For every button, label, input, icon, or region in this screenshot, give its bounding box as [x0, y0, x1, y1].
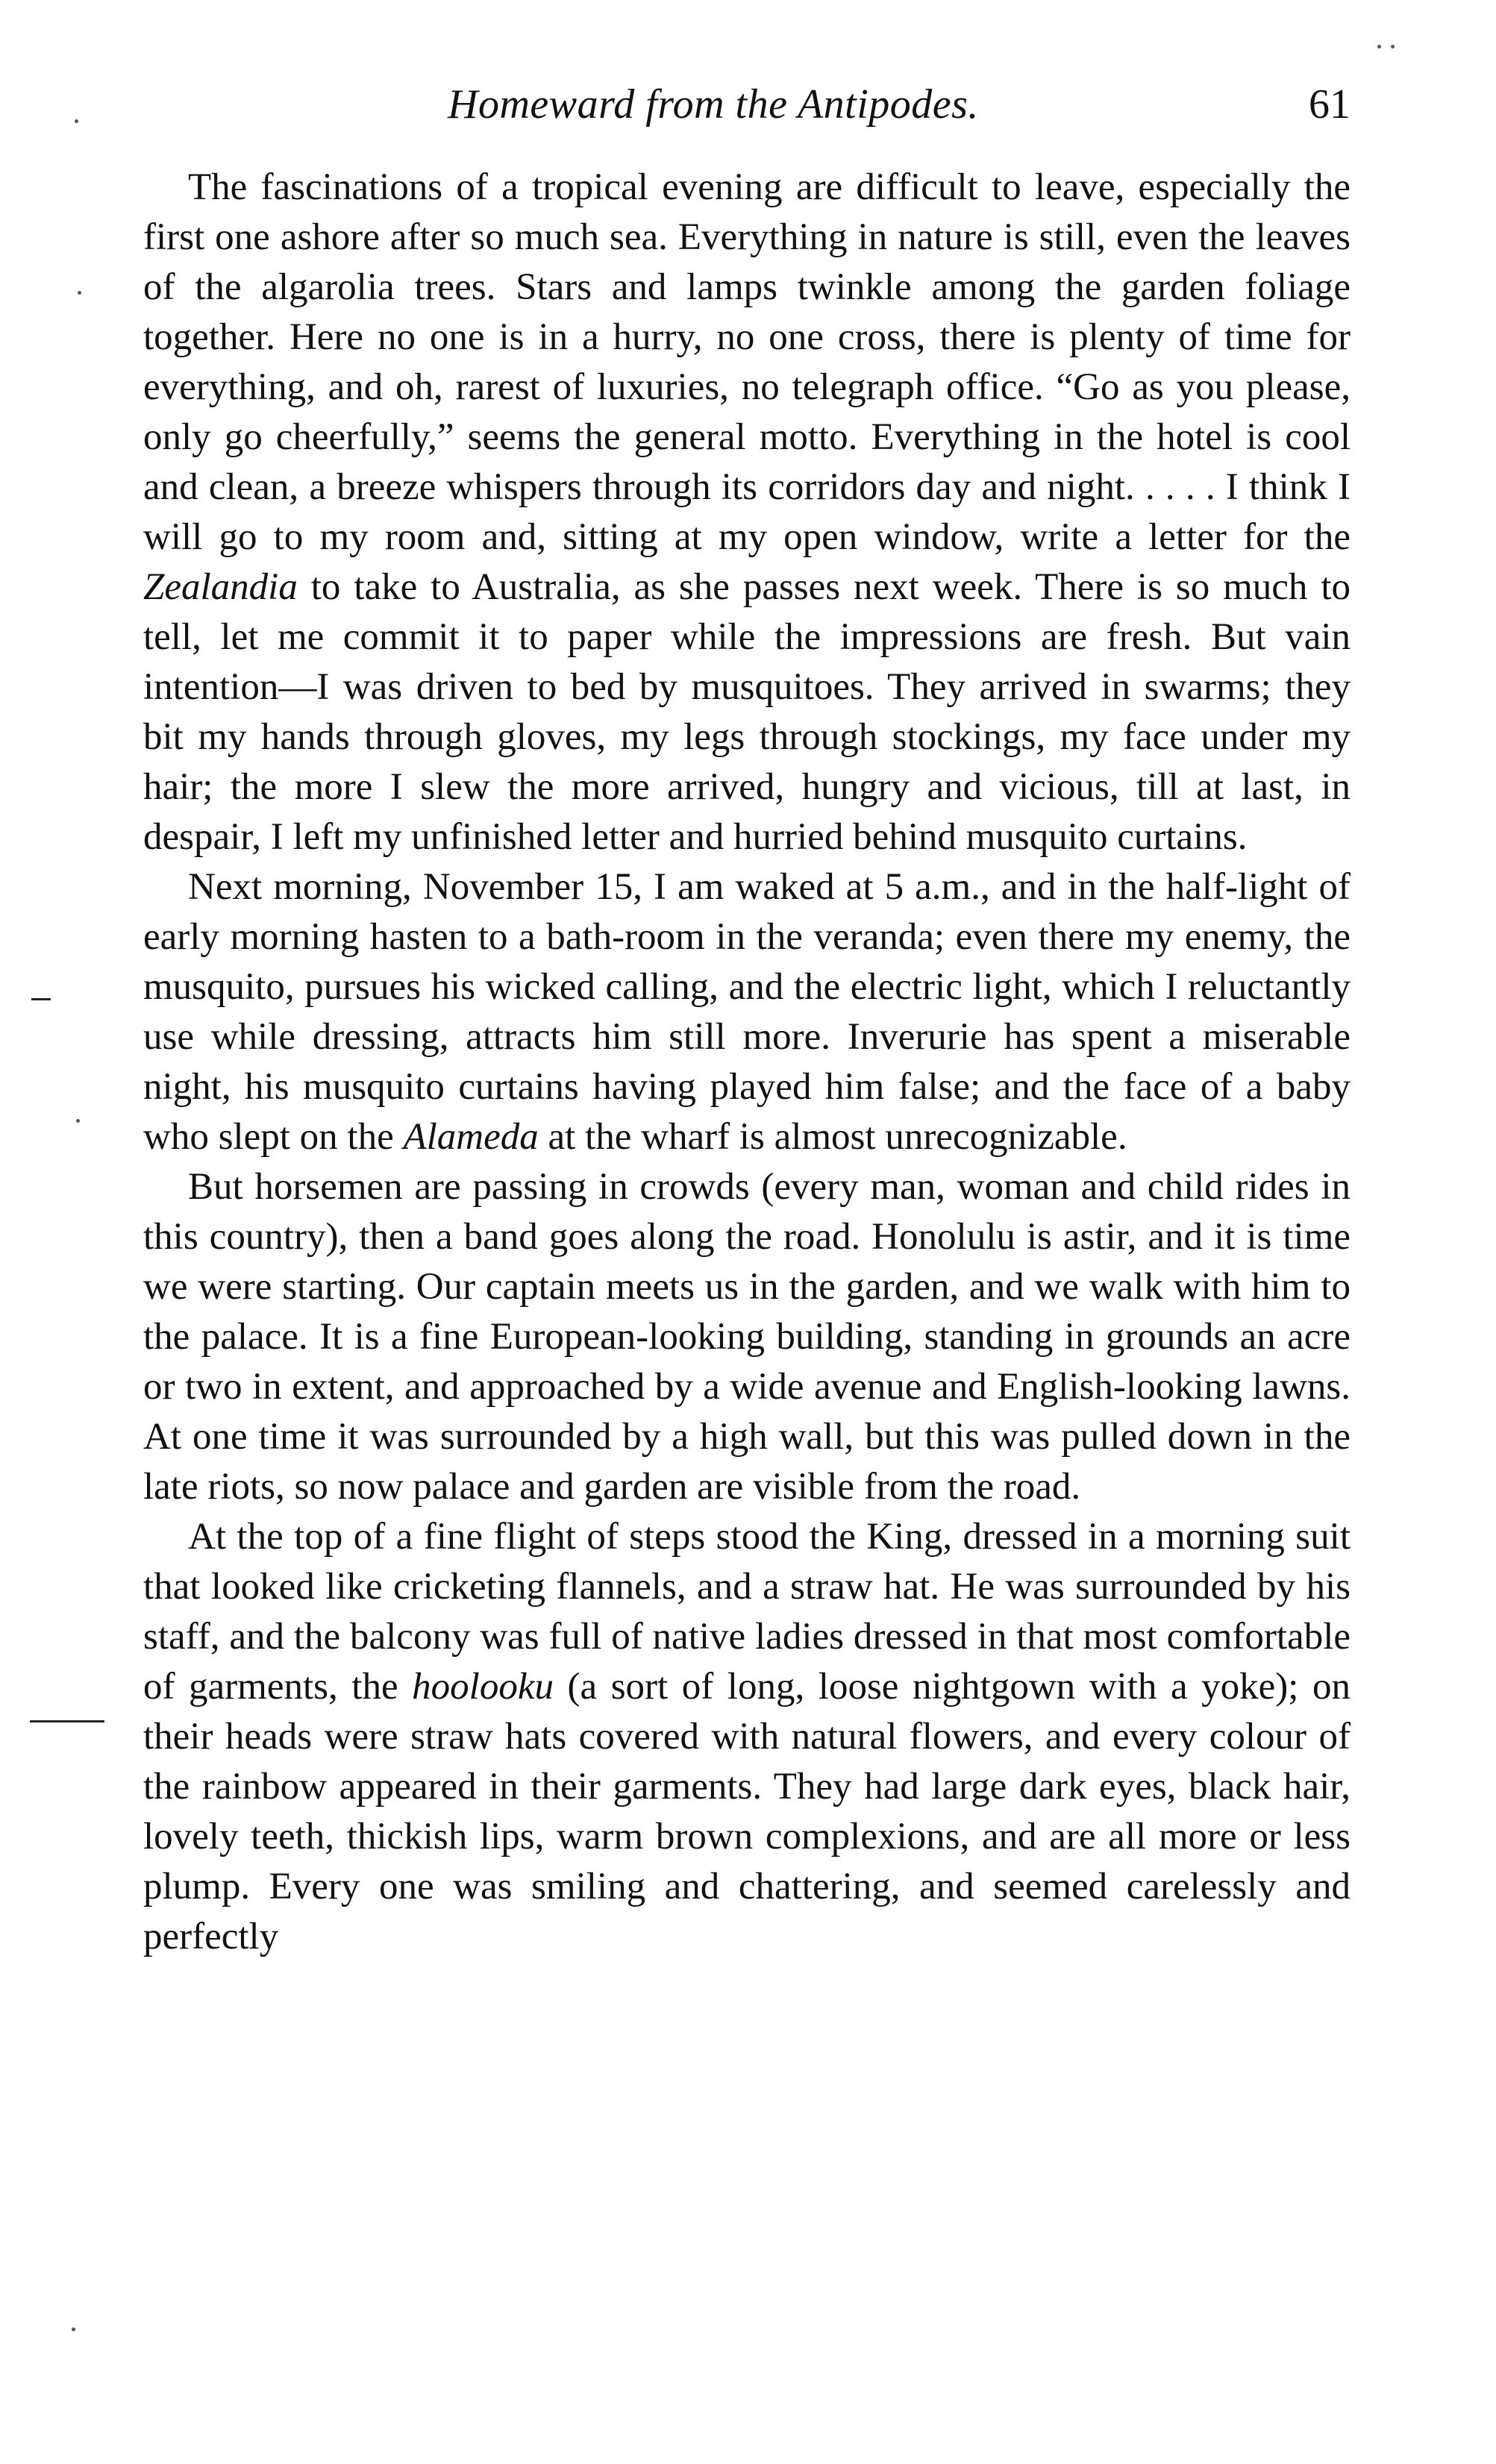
paragraph: But horsemen are passing in crowds (every man, woman and child rides in this country), then a band goes along the road. Honolulu is astir, and it is time we were starting. Our captain meets us in the garden, and we walk with him to the palace. It is a fine European-looking building, standing in grounds an acre or two in extent, and approached by a wide avenue and English-looking lawns. At one time it was surrounded by a high wall, but this was pulled down in the late riots, so now palace and garden are visible from the road.: [143, 1166, 1351, 1508]
margin-rule: [30, 1720, 104, 1722]
margin-dot: [76, 1119, 80, 1123]
margin-dot: [1391, 45, 1395, 48]
italic-text: Alameda: [403, 1116, 539, 1158]
page-number: 61: [1309, 81, 1351, 128]
running-title: Homeward from the Antipodes.: [448, 81, 979, 128]
margin-dot: [1377, 45, 1381, 48]
paragraph: The fascinations of a tropical evening are difficult to leave, especially the first one ashore after so much sea. Everything in nature is still, even the leaves of the algarolia trees. Stars and lamps twinkle among the garden foliage together. Here no one is in a hurry, no one cross, there is plenty of time for everything, and oh, rarest of luxuries, no telegraph office. “Go as you please, only go cheerfully,” seems the general motto. Everything in the hotel is cool and clean, a breeze whispers through its corridors day and night. . . . . I think I will go to my room and, sitting at my open window, write a letter for the Zealandia to take to Australia, as she passes next week. There is so much to tell, let me commit it to paper while the impressions are fresh. But vain intention—I was driven to bed by musquitoes. They arrived in swarms; they bit my hands through gloves, my legs through stockings, my face under my hair; the more I slew the more arrived, hungry and vicious, till at last, in despair, I left my unfinished letter and hurried behind musquito curtains.: [143, 166, 1351, 858]
body-text: [143, 163, 1351, 1962]
margin-dot: [75, 119, 78, 123]
margin-dot: [78, 291, 81, 295]
margin-dot: [72, 2327, 75, 2331]
italic-text: Zealandia: [143, 566, 298, 608]
margin-dash: [31, 998, 51, 1000]
paragraph: At the top of a fine flight of steps stood the King, dressed in a morning suit that looked like cricketing flannels, and a straw hat. He was surrounded by his staff, and the balcony was full of native ladies dressed in that most comfortable of garments, the hoolooku (a sort of long, loose nightgown with a yoke); on their heads were straw hats covered with natural flowers, and every colour of the rainbow appeared in their garments. They had large dark eyes, black hair, lovely teeth, thickish lips, warm brown complexions, and are all more or less plump. Every one was smiling and chattering, and seemed carelessly and perfectly: [143, 1516, 1351, 1957]
paragraph: Next morning, November 15, I am waked at 5 a.m., and in the half-light of early morning hasten to a bath-room in the veranda; even there my enemy, the musquito, pursues his wicked calling, and the electric light, which I reluctantly use while dressing, attracts him still more. Inverurie has spent a miserable night, his musquito curtains having played him false; and the face of a baby who slept on the Alameda at the wharf is almost unrecognizable.: [143, 866, 1351, 1158]
page-header: [142, 75, 1351, 134]
italic-text: hoolooku: [412, 1666, 554, 1708]
